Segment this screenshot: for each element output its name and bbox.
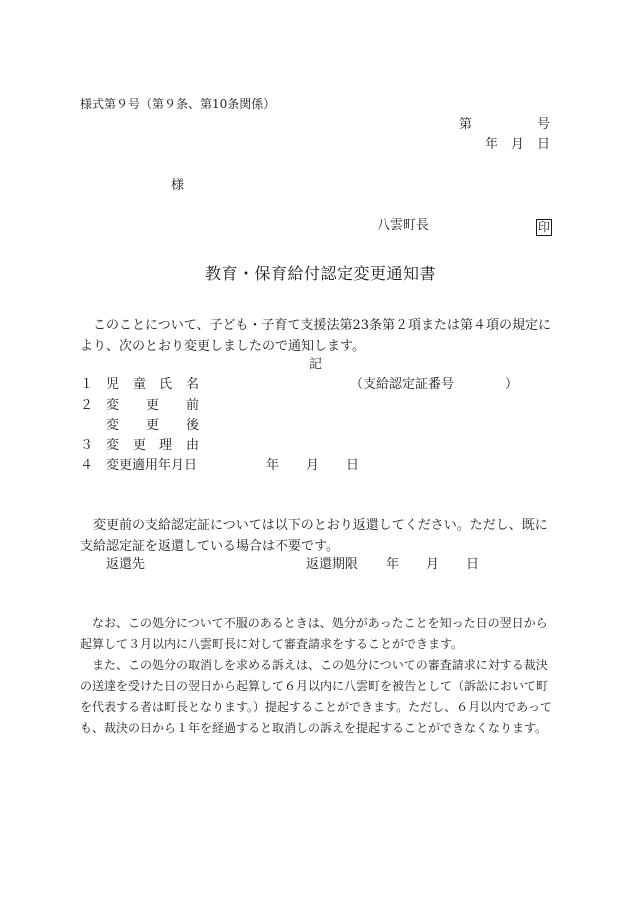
ki-label: 記: [309, 357, 323, 372]
item-2b-char-3: 後: [186, 418, 200, 433]
cert-number-open: （支給認定証番号: [350, 377, 455, 392]
return-deadline-day: 日: [466, 557, 480, 572]
doc-number-suffix: 号: [537, 117, 551, 132]
return-deadline-label: 返還期限: [306, 557, 359, 572]
item-3-char-2: 更: [133, 438, 147, 453]
return-paragraph: 変更前の支給認定証については以下のとおり返還してください。ただし、既に支給認定証を返還している場合は不要です。: [80, 518, 548, 554]
doc-number-prefix: 第: [459, 117, 473, 132]
date-day: 日: [537, 137, 551, 152]
return-destination-label: 返還先: [106, 557, 146, 572]
document-title: 教育・保育給付認定変更通知書: [205, 264, 437, 283]
addressee-suffix: 様: [171, 178, 185, 193]
cert-number-close: ）: [505, 377, 519, 392]
item-2-number: ２: [80, 398, 94, 413]
date-month: 月: [511, 137, 525, 152]
seal-box: 印: [537, 220, 550, 234]
issuer-title: 八雲町長: [377, 218, 430, 233]
item-3-char-4: 由: [186, 438, 200, 453]
item-4-number: ４: [80, 458, 94, 473]
item-2-char-3: 前: [186, 398, 200, 413]
item-2-char-2: 更: [146, 398, 160, 413]
item-2b-char-2: 更: [146, 418, 160, 433]
return-deadline-year: 年: [386, 557, 400, 572]
item-3-number: ３: [80, 438, 94, 453]
item-2b-char-1: 変: [106, 418, 120, 433]
item-2-char-1: 変: [106, 398, 120, 413]
item-1-char-1: 児: [106, 377, 120, 392]
item-1-char-2: 童: [133, 377, 147, 392]
item-3-char-1: 変: [106, 438, 120, 453]
notice-paragraph-2: また、この処分の取消しを求める訴えは、この処分についての審査請求に対する裁決の送達を受けた日の翌日から起算して６月以内に八雲町を被告として（訴訟において町を代表する者は町長となります。）提起することができます。ただし、６月以内であっても、裁決の日から１年を経過すると取消しの訴えを提起することができなくなります。: [80, 658, 552, 735]
item-1-number: １: [80, 377, 94, 392]
return-deadline-month: 月: [426, 557, 440, 572]
notice-paragraph-1: なお、この処分について不服のあるときは、処分があったことを知った日の翌日から起算して３月以内に八雲町長に対して審査請求をすることができます。: [80, 616, 548, 651]
item-3-char-3: 理: [159, 438, 173, 453]
item-1-char-4: 名: [186, 377, 200, 392]
item-4-label: 変更適用年月日: [106, 458, 198, 473]
form-header: 様式第９号（第９条、第10条関係）: [80, 97, 276, 111]
item-4-day: 日: [346, 458, 360, 473]
item-4-month: 月: [306, 458, 320, 473]
intro-paragraph: このことについて、子ども・子育て支援法第23条第２項または第４項の規定により、次のとおり変更しましたので通知します。: [80, 318, 552, 354]
item-1-char-3: 氏: [159, 377, 173, 392]
item-4-year: 年: [266, 458, 280, 473]
seal-mark: [536, 216, 552, 236]
date-year: 年: [485, 137, 499, 152]
